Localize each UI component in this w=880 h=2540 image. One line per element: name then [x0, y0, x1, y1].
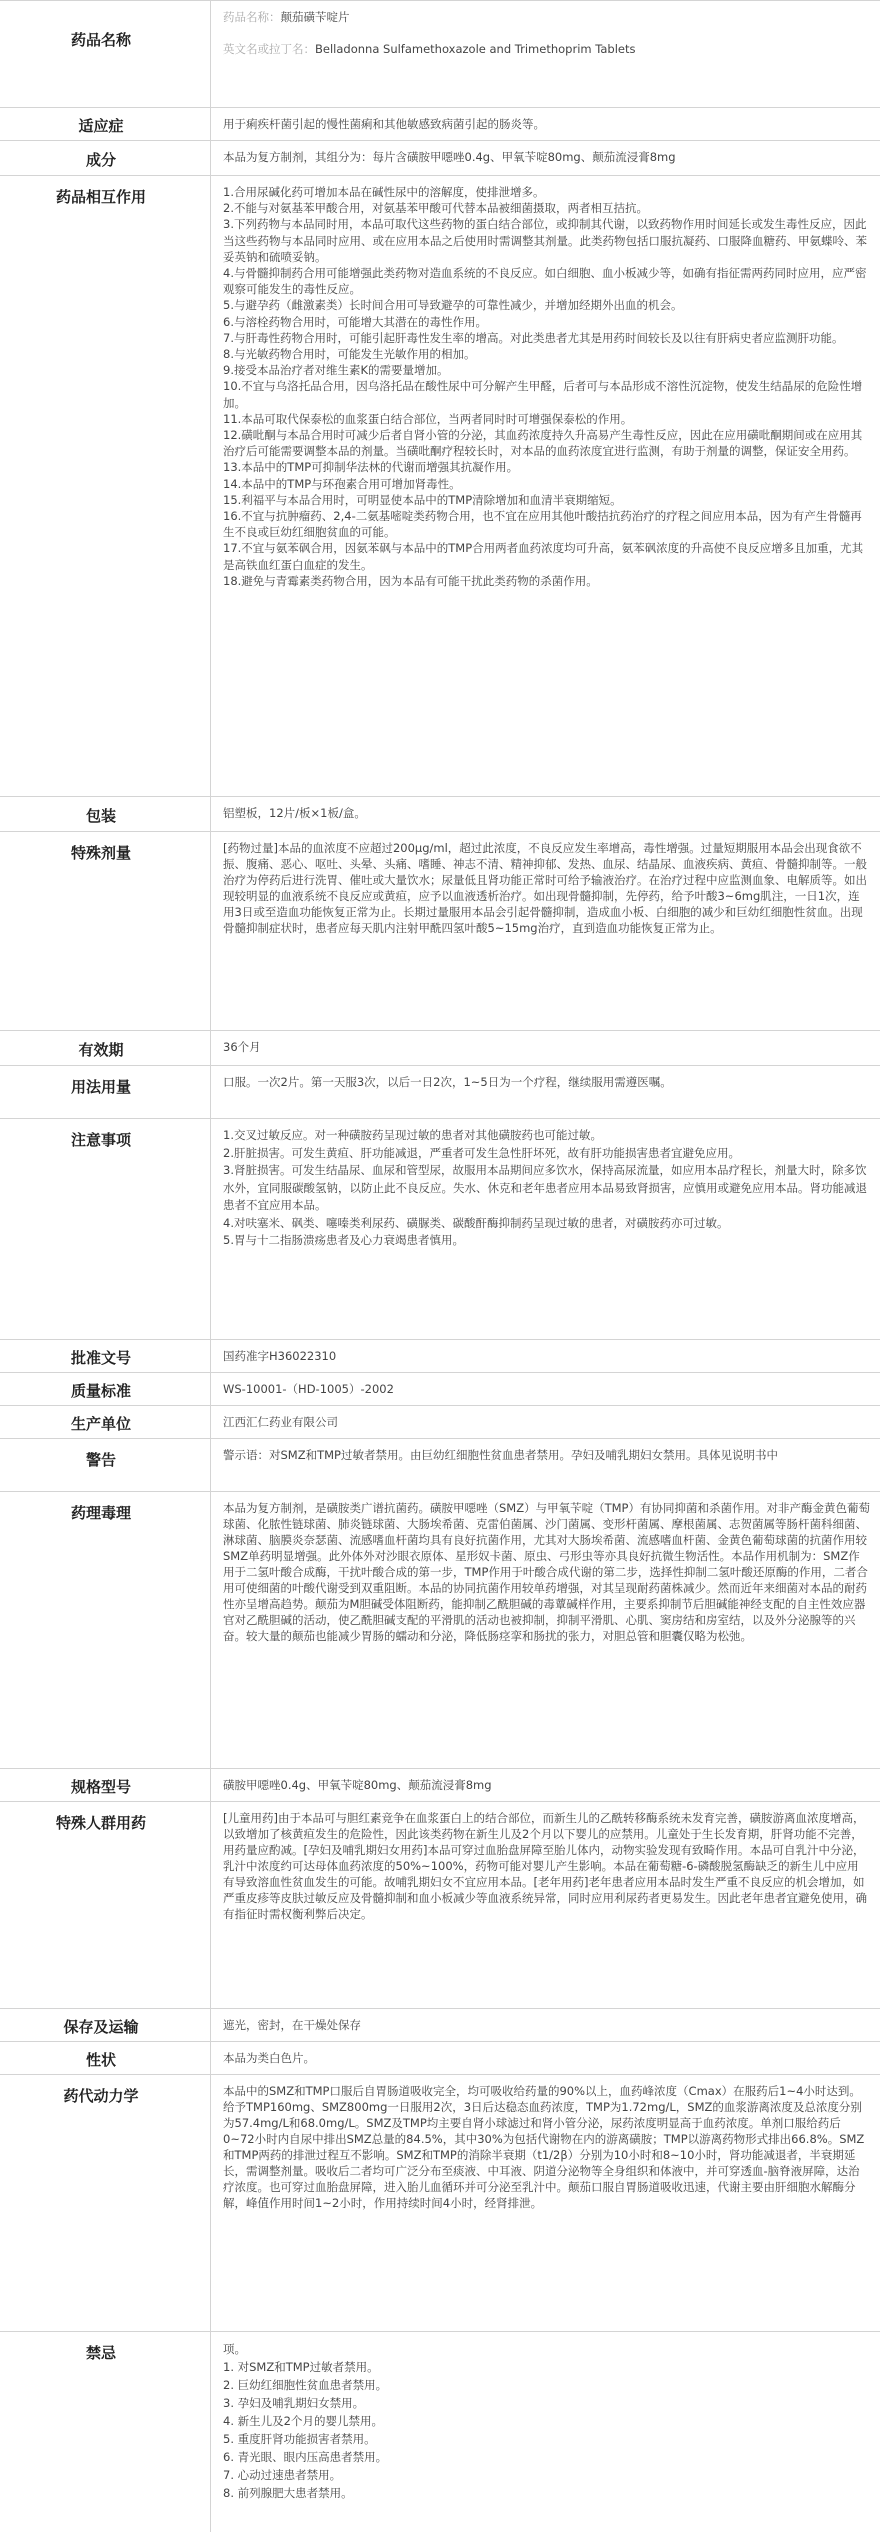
row-value	[210, 2332, 880, 2532]
row-special-population	[0, 1802, 880, 2009]
row-interactions	[0, 176, 880, 797]
row-label: 有效期	[78, 1041, 124, 1059]
list-item: 14.本品中的TMP与环孢素合用可增加肾毒性。	[223, 476, 461, 491]
row-label: 警告	[85, 1451, 116, 1469]
row-pharmacokinetics	[0, 2075, 880, 2332]
row-pharmacology	[0, 1492, 880, 1769]
row-value	[210, 1492, 880, 1768]
row-value: 遮光，密封，在干燥处保存	[210, 2009, 880, 2041]
list-item: 5. 重度肝肾功能损害者禁用。	[223, 2432, 376, 2446]
row-label: 药代动力学	[63, 2087, 139, 2105]
row-label: 药理毒理	[70, 1504, 131, 1522]
row-ingredients	[0, 141, 880, 176]
row-label: 包装	[85, 807, 116, 825]
row-validity	[0, 1031, 880, 1066]
row-label: 性状	[85, 2051, 116, 2069]
row-label: 特殊人群用药	[55, 1814, 146, 1832]
list-item: 3.肾脏损害。可发生结晶尿、血尿和管型尿，故服用本品期间应多饮水，保持高尿流量，如应用本品疗程长，剂量大时，除多饮水外，宜同服碳酸氢钠，以防止此不良反应。失水、休克和老年患者应用本品易致肾损害，应慎用或避免应用本品。肾功能减退患者不宜应用本品。	[223, 1163, 867, 1212]
row-manufacturer	[0, 1406, 880, 1439]
row-label: 特殊剂量	[70, 844, 131, 862]
row-value	[210, 832, 880, 1030]
list-item: 6. 青光眼、眼内压高患者禁用。	[223, 2450, 388, 2464]
row-storage	[0, 2009, 880, 2042]
paragraph: 本品为复方制剂，是磺胺类广谱抗菌药。磺胺甲噁唑（SMZ）与甲氧苄啶（TMP）有协同抑菌和杀菌作用。对非产酶金黄色葡萄球菌、化脓性链球菌、肺炎链球菌、大肠埃希菌、克雷伯菌属、沙门菌属、变形杆菌属、摩根菌属、志贺菌属等肠杆菌科细菌、淋球菌、脑膜炎奈瑟菌、流感嗜血杆菌均具有良好抗菌作用，尤其对大肠埃希菌、流感嗜血杆菌、金黄色葡萄球菌的抗菌作用较SMZ单药明显增强。此外体外对沙眼衣原体、星形奴卡菌、原虫、弓形虫等亦具良好抗微生物活性。本品作用机制为：SMZ作用于二氢叶酸合成酶，干扰叶酸合成的第一步，TMP作用于叶酸合成代谢的第二步，选择性抑制二氢叶酸还原酶的作用，二者合用可使细菌的叶酸代谢受到双重阻断。本品的协同抗菌作用较单药增强，对其呈现耐药菌株减少。然而近年来细菌对本品的耐药性亦呈增高趋势。颠茄为M胆碱受体阻断药，能抑制乙酰胆碱的毒蕈碱样作用，主要系抑制节后胆碱能神经支配的自主性效应器官对乙酰胆碱的活动，使乙酰胆碱支配的平滑肌的活动也被抑制，抑制平滑肌、心肌、窦房结和房室结，以及外分泌腺等的兴奋。较大量的颠茄也能减少胃肠的蠕动和分泌，降低肠痉挛和肠扰的张力，对胆总管和胆囊仅略为松弛。	[223, 1501, 870, 1643]
list-item: 2. 巨幼红细胞性贫血患者禁用。	[223, 2378, 388, 2392]
paragraph: [药物过量]本品的血浓度不应超过200μg/ml，超过此浓度，不良反应发生率增高，毒性增强。过量短期服用本品会出现食欲不振、腹痛、恶心、呕吐、头晕、头痛、嗜睡、神志不清、精神抑郁、发热、血尿、结晶尿、血液疾病、黄疸、骨髓抑制等。一般治疗为停药后进行洗胃、催吐或大量饮水；尿量低且肾功能正常时可给予输液治疗。在治疗过程中应监测血象、电解质等。如出现较明显的血液系统不良反应或黄疸，应予以血液透析治疗。如出现骨髓抑制，先停药，给予叶酸3~6mg肌注，一日1次，连用3日或至造血功能恢复正常为止。长期过量服用本品会引起骨髓抑制，造成血小板、白细胞的减少和巨幼红细胞性贫血。出现骨髓抑制症状时，患者应每天肌内注射甲酰四氢叶酸5~15mg治疗，直到造血功能恢复正常为止。	[223, 841, 867, 935]
row-contraindications	[0, 2332, 880, 2532]
list-item: 17.不宜与氨苯砜合用，因氨苯砜与本品中的TMP合用两者血药浓度均可升高，氨苯砜浓度的升高使不良反应增多且加重，尤其是高铁血红蛋白血症的发生。	[223, 541, 864, 572]
row-value	[210, 2075, 880, 2331]
row-approval	[0, 1340, 880, 1373]
list-item: 9.接受本品治疗者对维生素K的需要量增加。	[223, 363, 449, 378]
row-label: 用法用量	[70, 1078, 131, 1096]
list-item: 4.与骨髓抑制药合用可能增强此类药物对造血系统的不良反应。如白细胞、血小板减少等，如确有指征需两药同时应用，应严密观察可能发生的毒性反应。	[223, 266, 867, 297]
list-item: 7.与肝毒性药物合用时，可能引起肝毒性发生率的增高。对此类患者尤其是用药时间较长及以往有肝病史者应监测肝功能。	[223, 330, 844, 345]
row-label: 成分	[85, 151, 116, 169]
row-label: 生产单位	[70, 1415, 131, 1433]
english-name-label: 英文名或拉丁名：	[223, 42, 315, 56]
row-label: 注意事项	[70, 1131, 131, 1149]
list-item: 13.本品中的TMP可抑制华法林的代谢而增强其抗凝作用。	[223, 460, 519, 475]
row-indications	[0, 108, 880, 141]
row-value: 用于痢疾杆菌引起的慢性菌痢和其他敏感致病菌引起的肠炎等。	[210, 108, 880, 140]
row-value: 本品为类白色片。	[210, 2042, 880, 2074]
list-item: 1.交叉过敏反应。对一种磺胺药呈现过敏的患者对其他磺胺药也可能过敏。	[223, 1128, 602, 1142]
row-label: 药品名称	[70, 31, 131, 49]
row-value: WS-10001-（HD-1005）-2002	[210, 1373, 880, 1405]
list-item: 4.对呋塞米、砜类、噻嗪类利尿药、磺脲类、碳酸酐酶抑制药呈现过敏的患者，对磺胺药亦可过敏。	[223, 1215, 729, 1230]
row-value: 本品为复方制剂，其组分为：每片含磺胺甲噁唑0.4g、甲氧苄啶80mg、颠茄流浸膏8mg	[210, 141, 880, 175]
generic-name-value: 颠茄磺苄啶片	[280, 10, 350, 24]
row-label: 批准文号	[70, 1349, 131, 1367]
row-value: 国药准字H36022310	[210, 1340, 880, 1372]
row-label: 保存及运输	[63, 2018, 139, 2036]
row-value: 36个月	[210, 1031, 880, 1065]
list-item: 16.不宜与抗肿瘤药、2,4-二氨基嘧啶类药物合用，也不宜在应用其他叶酸拮抗药治疗的疗程之间应用本品，因为有产生骨髓再生不良或巨幼红细胞贫血的可能。	[223, 509, 862, 540]
row-special-dose	[0, 832, 880, 1031]
row-package	[0, 797, 880, 832]
list-item: 1.合用尿碱化药可增加本品在碱性尿中的溶解度，使排泄增多。	[223, 185, 545, 199]
row-value: 警示语：对SMZ和TMP过敏者禁用。由巨幼红细胞性贫血患者禁用。孕妇及哺乳期妇女禁用。具体见说明书中	[210, 1439, 880, 1491]
list-item: 8. 前列腺肥大患者禁用。	[223, 2486, 353, 2500]
list-item: 项。	[223, 2342, 246, 2356]
row-standard	[0, 1373, 880, 1406]
list-item: 5.与避孕药（雌激素类）长时间合用可导致避孕的可靠性减少，并增加经期外出血的机会。	[223, 298, 683, 313]
row-usage	[0, 1066, 880, 1119]
row-precautions	[0, 1119, 880, 1340]
generic-name-label: 药品名称：	[223, 10, 281, 24]
list-item: 10.不宜与乌洛托品合用，因乌洛托品在酸性尿中可分解产生甲醛，后者可与本品形成不溶性沉淀物，使发生结晶尿的危险性增加。	[223, 379, 863, 410]
row-value	[210, 1802, 880, 2008]
row-label: 规格型号	[70, 1778, 131, 1796]
row-value: 铝塑板，12片/板×1板/盒。	[210, 797, 880, 831]
row-name	[0, 1, 880, 108]
list-item: 5.胃与十二指肠溃疡患者及心力衰竭患者慎用。	[223, 1233, 464, 1247]
row-value	[210, 176, 880, 796]
row-value: 江西汇仁药业有限公司	[210, 1406, 880, 1438]
list-item: 12.磺吡酮与本品合用时可减少后者自肾小管的分泌，其血药浓度持久升高易产生毒性反应，因此在应用磺吡酮期间或在应用其治疗后可能需要调整本品的剂量。当磺吡酮疗程较长时，对本品的血药浓度宜进行监测，有助于剂量的调整，保证安全用药。	[223, 428, 863, 459]
list-item: 4. 新生儿及2个月的婴儿禁用。	[223, 2414, 383, 2428]
row-label: 质量标准	[70, 1382, 131, 1400]
row-label: 药品相互作用	[55, 188, 146, 206]
list-item: 3.下列药物与本品同时用，本品可取代这些药物的蛋白结合部位，或抑制其代谢，以致药物作用时间延长或发生毒性反应，因此当这些药物与本品同时应用、或在应用本品之后使用时需调整其剂量。此类药物包括口服抗凝药、口服降血糖药、甲氨蝶呤、苯妥英钠和硫喷妥钠。	[223, 217, 867, 264]
list-item: 1. 对SMZ和TMP过敏者禁用。	[223, 2360, 379, 2374]
paragraph: [儿童用药]由于本品可与胆红素竞争在血浆蛋白上的结合部位，而新生儿的乙酰转移酶系统未发育完善，磺胺游离血浓度增高，以致增加了核黄疸发生的危险性，因此该类药物在新生儿及2个月以下婴儿的应禁用。儿童处于生长发育期，肝肾功能不完善，用药量应酌减。[孕妇及哺乳期妇女用药]本品可穿过血胎盘屏障至胎儿体内，动物实验发现有致畸作用。本品可自乳汁中分泌，乳汁中浓度约可达母体血药浓度的50%~100%，药物可能对婴儿产生影响。本品在葡萄糖-6-磷酸脱氢酶缺乏的新生儿中应用有导致溶血性贫血发生的可能。故哺乳期妇女不宜应用本品。[老年用药]老年患者应用本品时发生严重不良反应的机会增加，如严重皮疹等皮肤过敏反应及骨髓抑制和血小板减少等血液系统异常，同时应用利尿药者更易发生。因此老年患者宜避免使用，确有指征时需权衡利弊后决定。	[223, 1811, 867, 1921]
row-label: 适应症	[78, 117, 124, 135]
list-item: 8.与光敏药物合用时，可能发生光敏作用的相加。	[223, 347, 476, 362]
row-value: 口服。一次2片。第一天服3次，以后一日2次，1~5日为一个疗程，继续服用需遵医嘱。	[210, 1066, 880, 1118]
row-value: 磺胺甲噁唑0.4g、甲氧苄啶80mg、颠茄流浸膏8mg	[210, 1769, 880, 1801]
paragraph: 本品中的SMZ和TMP口服后自胃肠道吸收完全，均可吸收给药量的90%以上，血药峰浓度（Cmax）在服药后1~4小时达到。给予TMP160mg、SMZ800mg一日服用2次，3日后达稳态血药浓度，TMP为1.72mg/L，SMZ的血浆游离浓度及总浓度分别为57.4mg/L和68.0mg/L。SMZ及TMP均主要自肾小球滤过和肾小管分泌，尿药浓度明显高于血药浓度。单剂口服给药后0~72小时内自尿中排出SMZ总量的84.5%，其中30%为包括代谢物在内的游离磺胺；TMP以游离药物形式排出66.8%。SMZ和TMP两药的排泄过程互不影响。SMZ和TMP的消除半衰期（t1/2β）分别为10小时和8~10小时，肾功能减退者，半衰期延长，需调整剂量。吸收后二者均可广泛分布至痰液、中耳液、阴道分泌物等全身组织和体液中，并可穿透血-脑脊液屏障，达治疗浓度。也可穿过血胎盘屏障，进入胎儿血循环并可分泌至乳汁中。颠茄口服自胃肠道吸收迅速，代谢主要由肝细胞水解酶分解，峰值作用时间1~2小时，作用持续时间4小时，经肾排泄。	[223, 2084, 865, 2210]
list-item: 18.避免与青霉素类药物合用，因为本品有可能干扰此类药物的杀菌作用。	[223, 573, 598, 588]
list-item: 11.本品可取代保泰松的血浆蛋白结合部位，当两者同时时可增强保泰松的作用。	[223, 411, 633, 426]
list-item: 3. 孕妇及哺乳期妇女禁用。	[223, 2396, 365, 2410]
list-item: 15.利福平与本品合用时，可明显使本品中的TMP清除增加和血清半衰期缩短。	[223, 492, 622, 507]
english-name-value: Belladonna Sulfamethoxazole and Trimethoprim Tablets	[315, 42, 636, 56]
list-item: 2.不能与对氨基苯甲酸合用，对氨基苯甲酸可代替本品被细菌摄取，两者相互拮抗。	[223, 201, 648, 216]
list-item: 2.肝脏损害。可发生黄疸、肝功能减退，严重者可发生急性肝坏死，故有肝功能损害患者宜避免应用。	[223, 1145, 740, 1160]
row-value	[210, 1119, 880, 1339]
row-value	[210, 1, 880, 107]
list-item: 7. 心动过速患者禁用。	[223, 2468, 342, 2482]
row-warning	[0, 1439, 880, 1492]
row-spec	[0, 1769, 880, 1802]
row-appearance	[0, 2042, 880, 2075]
row-label: 禁忌	[85, 2344, 116, 2362]
list-item: 6.与溶栓药物合用时，可能增大其潜在的毒性作用。	[223, 314, 487, 329]
